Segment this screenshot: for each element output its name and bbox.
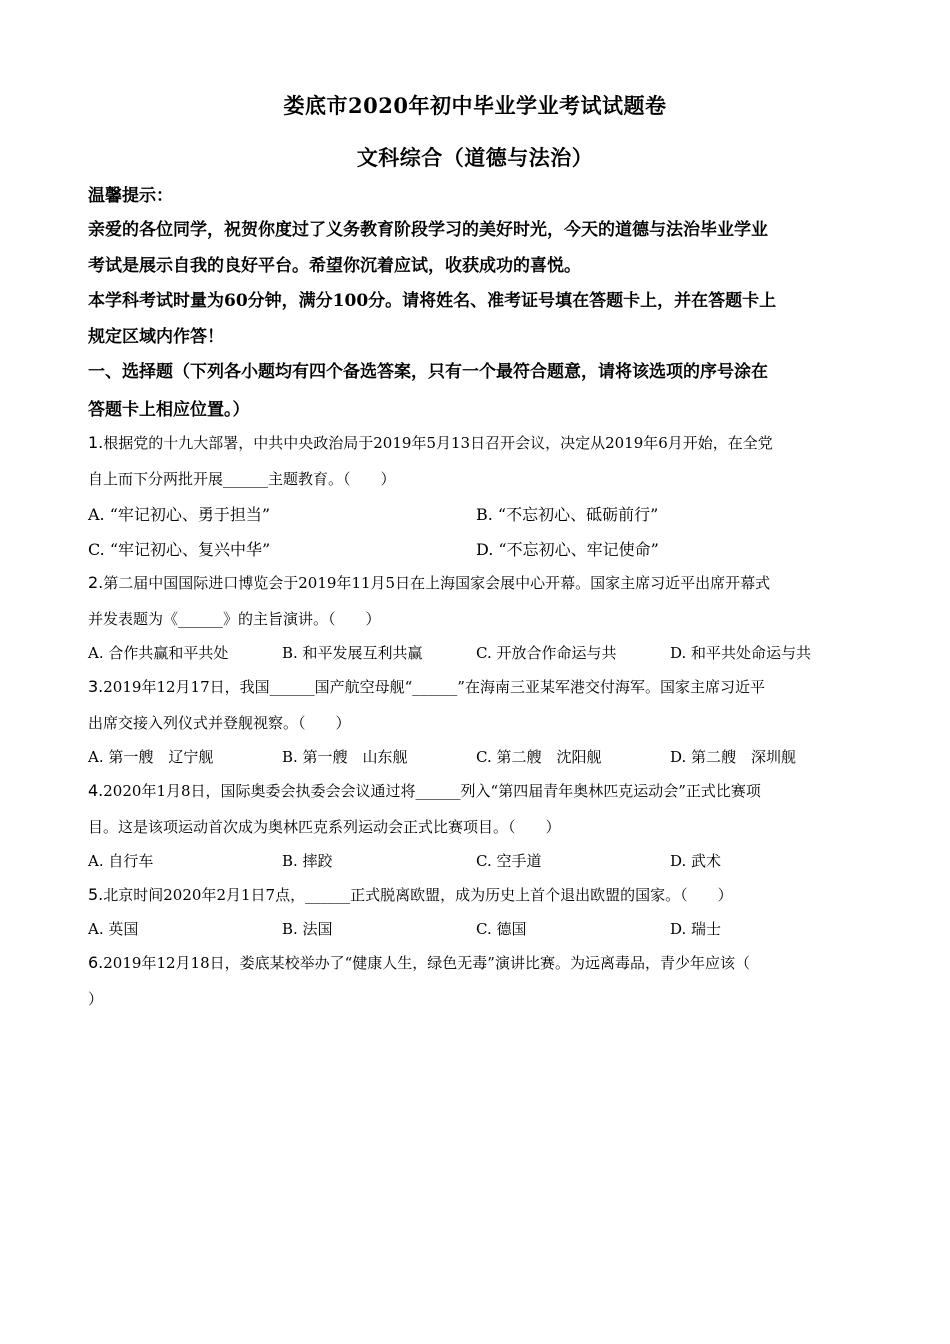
question-4-line-1 [88,780,761,801]
question-6-line-2: ） [88,990,104,1008]
question-1-line-2: 自上而下分两批开展______主题教育。（ ） [88,470,396,488]
notice-paragraph-2-line-2: 规定区域内作答！ [88,327,224,347]
exam-title: 娄底市2020年初中毕业学业考试试题卷 [283,93,667,118]
question-3-line-1 [88,676,765,697]
question-5-option-c[interactable]: C. 德国 [476,920,527,938]
question-text: 2020年1月8日，国际奥委会执委会会议通过将______列入“第四届青年奥林匹克运动会”正式比赛项 [103,782,761,800]
section-heading-line-1: 一、选择题（下列各小题均有四个备选答案，只有一个最符合题意，请将该选项的序号涂在 [88,362,768,382]
question-1-line-1 [88,432,773,453]
question-3-option-c[interactable]: C. 第二艘 沈阳舰 [476,748,602,766]
question-5-option-a[interactable]: A. 英国 [88,920,139,938]
question-2-line-1 [88,572,770,593]
question-5-option-d[interactable]: D. 瑞士 [670,920,722,938]
section-heading-line-2: 答题卡上相应位置。） [88,400,250,420]
question-2-option-c[interactable]: C. 开放合作命运与共 [476,644,617,662]
question-number: 4. [88,781,104,800]
notice-heading: 温馨提示： [88,186,173,206]
question-6-line-1 [88,952,750,973]
notice-paragraph-1-line-1: 亲爱的各位同学，祝贺你度过了义务教育阶段学习的美好时光，今天的道德与法治毕业学业 [88,220,768,240]
question-text: 北京时间2020年2月1日7点，______正式脱离欧盟，成为历史上首个退出欧盟的国家。（ ） [103,886,733,904]
question-number: 3. [88,677,104,696]
question-text: 2019年12月18日，娄底某校举办了“健康人生，绿色无毒”演讲比赛。为远离毒品，青少年应该（ [103,954,750,972]
question-3-option-d[interactable]: D. 第二艘 深圳舰 [670,748,797,766]
question-number: 5. [88,885,104,904]
question-5-option-b[interactable]: B. 法国 [282,920,333,938]
question-3-line-2: 出席交接入列仪式并登舰视察。（ ） [88,714,351,732]
question-3-option-a[interactable]: A. 第一艘 辽宁舰 [88,748,214,766]
question-number: 2. [88,573,104,592]
question-1-option-b[interactable]: B. “不忘初心、砥砺前行” [476,505,659,524]
question-2-line-2: 并发表题为《______》的主旨演讲。（ ） [88,610,381,628]
question-4-option-a[interactable]: A. 自行车 [88,852,154,870]
question-text: 第二届中国国际进口博览会于2019年11月5日在上海国家会展中心开幕。国家主席习近平出席开幕式 [103,574,771,592]
question-2-option-a[interactable]: A. 合作共赢和平共处 [88,644,229,662]
question-4-line-2: 目。这是该项运动首次成为奥林匹克系列运动会正式比赛项目。（ ） [88,818,561,836]
question-2-option-b[interactable]: B. 和平发展互利共赢 [282,644,423,662]
notice-paragraph-1-line-2: 考试是展示自我的良好平台。希望你沉着应试，收获成功的喜悦。 [88,256,581,276]
question-1-option-c[interactable]: C. “牢记初心、复兴中华” [88,540,271,559]
question-2-option-d[interactable]: D. 和平共处命运与共 [670,644,812,662]
question-text: 2019年12月17日，我国______国产航空母舰“______”在海南三亚某军港交付海军。国家主席习近平 [103,678,765,696]
question-number: 6. [88,953,104,972]
exam-subtitle: 文科综合（道德与法治） [356,145,594,170]
question-4-option-b[interactable]: B. 摔跤 [282,852,333,870]
question-3-option-b[interactable]: B. 第一艘 山东舰 [282,748,408,766]
question-4-option-c[interactable]: C. 空手道 [476,852,542,870]
question-number: 1. [88,433,104,452]
question-1-option-d[interactable]: D. “不忘初心、牢记使命” [476,540,659,559]
notice-paragraph-2-line-1: 本学科考试时量为60分钟，满分100分。请将姓名、准考证号填在答题卡上，并在答题卡上 [88,291,777,311]
question-text: 根据党的十九大部署，中共中央政治局于2019年5月13日召开会议，决定从2019年6月开始，在全党 [103,434,773,452]
question-5-line-1 [88,884,733,905]
question-1-option-a[interactable]: A. “牢记初心、勇于担当” [88,505,271,524]
question-4-option-d[interactable]: D. 武术 [670,852,722,870]
